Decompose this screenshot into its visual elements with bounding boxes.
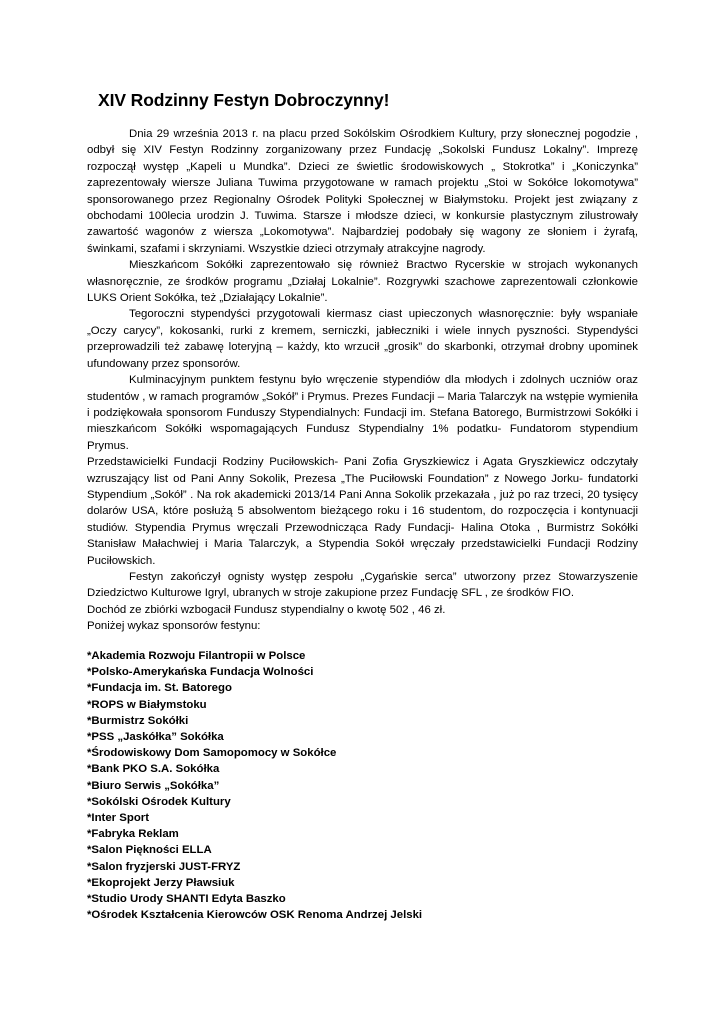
sponsor-list-item: *Polsko-Amerykańska Fundacja Wolności	[87, 666, 314, 679]
paragraph-knights: Mieszkańcom Sokółki zaprezentowało się również Bractwo Rycerskie w strojach wykonanych własnoręcznie, ze środków programu „Działaj Lokalnie”. Rozgrywki szachowe zaprezentowali członkowie LUKS Orient Sokółka, też „Działający Lokalnie”.	[87, 259, 638, 305]
paragraph-pucilowski-foundation: Przedstawicielki Fundacji Rodziny Puciłowskich- Pani Zofia Gryszkiewicz i Agata Gryszkiewicz odczytały wzruszający list od Pani Anny Sokolik, Prezesa „The Puciłowski Foundation” z Nowego Jorku- fundatorki Stypendium „Sokół” . Na rok akademicki 2013/14 Pani Anna Sokolik przekazała , już po raz trzeci, 20 tysięcy dolarów USA, które posłużą 5 absolwentom bieżącego roku i 16 studentom, do rozpoczęcia i kontynuacji studiów. Stypendia Prymus wręczali Przewodnicząca Rady Fundacji- Halina Otoka , Burmistrz Sokółki Stanisław Małachwiej i Maria Talarczyk, a Stypendia Sokół wręczały przedstawicielki Fundacji Rodziny Puciłowskich.	[87, 456, 638, 567]
paragraph-sponsors-intro: Poniżej wykaz sponsorów festynu:	[87, 620, 261, 633]
sponsor-list-item: *Studio Urody SHANTI Edyta Baszko	[87, 893, 286, 906]
sponsor-list-item: *Ośrodek Kształcenia Kierowców OSK Renoma Andrzej Jelski	[87, 909, 423, 922]
sponsor-list-item: *ROPS w Białymstoku	[87, 698, 207, 711]
sponsor-list-item: *Fundacja im. St. Batorego	[87, 682, 232, 695]
sponsor-list-item: *Środowiskowy Dom Samopomocy w Sokółce	[87, 747, 337, 760]
sponsor-list	[87, 648, 422, 923]
sponsor-list-item: *Burmistrz Sokółki	[87, 714, 189, 727]
paragraph-festival-intro: Dnia 29 września 2013 r. na placu przed Sokólskim Ośrodkiem Kultury, przy słonecznej pogodzie , odbył się XIV Festyn Rodzinny zorganizowany przez Fundację „Sokolski Fundusz Lokalny”. Imprezę rozpoczął występ „Kapeli u Mundka”. Dzieci ze świetlic środowiskowych „ Stokrotka” i „Koniczynka” zaprezentowały wiersze Juliana Tuwima przygotowane w ramach projektu „Stoi w Sokółce lokomotywa” sponsorowanego przez Regionalny Ośrodek Polityki Społecznej w Białymstoku. Projekt jest związany z obchodami 100lecia urodzin J. Tuwima. Starsze i młodsze dzieci, w konkursie plastycznym zilustrowały zawartość wagonów z wiersza „Lokomotywa”. Najbardziej podobały się wagony ze słoniem i żyrafą, świnkami, szafami i skrzyniami. Wszystkie dzieci otrzymały atrakcyjne nagrody.	[87, 128, 638, 255]
sponsor-list-item: *Biuro Serwis „Sokółka”	[87, 779, 220, 792]
sponsor-list-item: *PSS „Jaskółka” Sokółka	[87, 731, 224, 744]
sponsor-list-item: *Fabryka Reklam	[87, 828, 179, 841]
sponsor-list-item: *Salon Piękności ELLA	[87, 844, 212, 857]
paragraph-bake-sale: Tegoroczni stypendyści przygotowali kiermasz ciast upieczonych własnoręcznie: były wspaniałe „Oczy carycy”, kokosanki, rurki z kremem, serniczki, jabłeczniki i wiele innych pyszności. Stypendyści przeprowadzili też zabawę loteryjną – każdy, kto wrzucił „grosik” do skarbonki, otrzymał drobny upominek ufundowany przez sponsorów.	[87, 308, 638, 370]
paragraph-scholarships: Kulminacyjnym punktem festynu było wręczenie stypendiów dla młodych i zdolnych uczniów oraz studentów , w ramach programów „Sokół” i Prymus. Prezes Fundacji – Maria Talarczyk na wstępie wymieniła i podziękowała sponsorom Funduszy Stypendialnych: Fundacji im. Stefana Batorego, Burmistrzowi Sokółki i mieszkańcom Sokółki wspomagających Fundusz Stypendialny 1% podatku- Fundatorom stypendium Prymus.	[87, 374, 638, 452]
sponsor-list-item: *Sokólski Ośrodek Kultury	[87, 795, 231, 808]
sponsor-list-item: *Salon fryzjerski JUST-FRYZ	[87, 860, 241, 873]
sponsor-list-item: *Ekoprojekt Jerzy Pławsiuk	[87, 876, 235, 889]
paragraph-closing-performance: Festyn zakończył ognisty występ zespołu „Cygańskie serca” utworzony przez Stowarzyszenie Dziedzictwo Kulturowe Igryl, ubranych w stroje zakupione przez Fundację SFL , ze środków FIO.	[87, 570, 638, 600]
document-title: XIV Rodzinny Festyn Dobroczynny!	[98, 90, 390, 110]
article-body	[87, 126, 638, 635]
paragraph-collection-income: Dochód ze zbiórki wzbogacił Fundusz stypendialny o kwotę 502 , 46 zł.	[87, 603, 446, 616]
sponsor-list-item: *Inter Sport	[87, 812, 150, 825]
sponsor-list-item: *Akademia Rozwoju Filantropii w Polsce	[87, 650, 306, 662]
sponsor-list-item: *Bank PKO S.A. Sokółka	[87, 763, 220, 776]
